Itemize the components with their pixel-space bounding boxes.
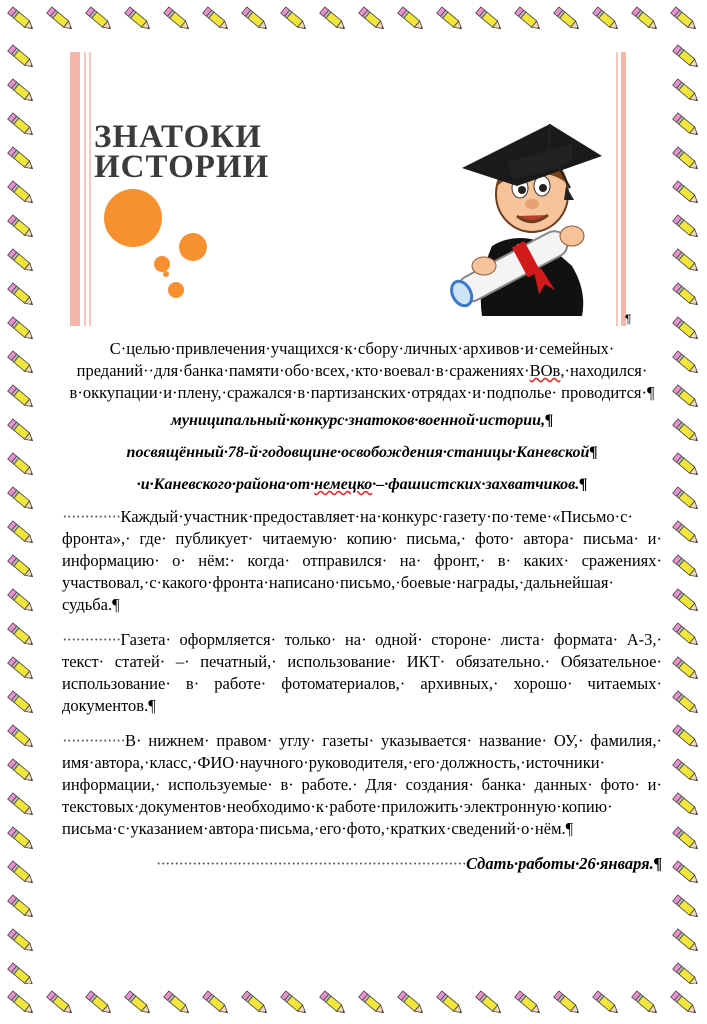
pencil-icon bbox=[160, 2, 194, 36]
pencil-icon bbox=[4, 244, 38, 278]
pencil-icon bbox=[4, 312, 38, 346]
pencil-icon bbox=[4, 788, 38, 822]
pencil-icon bbox=[355, 986, 389, 1020]
pencil-icon bbox=[4, 958, 38, 984]
pencil-icon bbox=[669, 958, 703, 984]
rules-paragraph-2 bbox=[62, 629, 662, 717]
pencil-icon bbox=[4, 890, 38, 924]
pencil-icon bbox=[669, 346, 703, 380]
pencil-icon bbox=[4, 380, 38, 414]
pencil-icon bbox=[199, 986, 233, 1020]
graduate-boy-illustration bbox=[422, 116, 612, 324]
pencil-icon bbox=[669, 618, 703, 652]
pencil-icon bbox=[669, 720, 703, 754]
paragraph-text: В· нижнем· правом· углу· газеты· указывается· название· ОУ,· фамилия,· имя·автора,·класс,·ФИО·научного·руководителя,·его·должность,·источники· информации,· используемые· в· работе.· Для· создания· банка· данных· фото· и· текстовых·документов·необходимо·к·работе·приложить·электронную·копию· письма·с·указанием·автора·письма,·его·фото,·кратких·сведений·о·нём.¶ bbox=[62, 731, 662, 838]
pencil-icon bbox=[199, 2, 233, 36]
pencil-icon bbox=[472, 986, 506, 1020]
rules-paragraph-3 bbox=[62, 730, 662, 840]
pencil-icon bbox=[4, 482, 38, 516]
banner-left-stripe bbox=[70, 52, 80, 326]
pencil-icon bbox=[82, 986, 116, 1020]
pencil-icon bbox=[669, 414, 703, 448]
pencil-icon bbox=[4, 720, 38, 754]
pencil-icon bbox=[43, 986, 77, 1020]
pencil-icon bbox=[43, 2, 77, 36]
orange-circle-small bbox=[168, 282, 184, 298]
pencil-icon bbox=[669, 380, 703, 414]
pencil-icon bbox=[433, 986, 467, 1020]
pencil-icon bbox=[82, 2, 116, 36]
pencil-icon bbox=[316, 2, 350, 36]
pencil-icon bbox=[394, 2, 428, 36]
pencil-icon bbox=[589, 986, 623, 1020]
pencil-icon bbox=[669, 312, 703, 346]
pencil-icon bbox=[4, 346, 38, 380]
pencil-icon bbox=[4, 516, 38, 550]
pencil-icon bbox=[160, 986, 194, 1020]
pencil-icon bbox=[669, 448, 703, 482]
headline-line-1: муниципальный·конкурс·знатоков·военной·истории,¶ bbox=[170, 412, 554, 429]
pencil-icon bbox=[669, 74, 703, 108]
deadline-line bbox=[62, 853, 662, 875]
indent-dots: ············· bbox=[62, 507, 121, 526]
pencil-icon bbox=[667, 2, 701, 36]
banner-title: ЗНАТОКИ ИСТОРИИ bbox=[94, 119, 270, 185]
pencil-icon bbox=[669, 40, 703, 74]
pencil-icon bbox=[121, 2, 155, 36]
pencil-icon bbox=[669, 686, 703, 720]
pencil-icon bbox=[669, 244, 703, 278]
pencil-icon bbox=[628, 986, 662, 1020]
pencil-icon bbox=[4, 550, 38, 584]
pencil-icon bbox=[669, 822, 703, 856]
paragraph-text: Газета· оформляется· только· на· одной· стороне· листа· формата· А-3,· текст· статей· –· печатный,· использование· ИКТ· обязательно.· Обязательное· использование· в· работе· фотоматериалов,· архивных,· хорошо· читаемых· документов.¶ bbox=[62, 630, 662, 715]
pencil-icon bbox=[669, 210, 703, 244]
pilcrow-mark: ¶ bbox=[625, 312, 632, 326]
pencil-icon bbox=[4, 74, 38, 108]
leader-dots: ····································································· bbox=[156, 854, 467, 873]
pencil-icon bbox=[4, 176, 38, 210]
orange-circle-large bbox=[104, 189, 162, 247]
banner-line bbox=[616, 52, 618, 326]
pencil-icon bbox=[394, 986, 428, 1020]
pencil-icon bbox=[669, 278, 703, 312]
pencil-icon bbox=[4, 108, 38, 142]
banner-line bbox=[89, 52, 91, 326]
headline-line-2: посвящённый·78-й·годовщине·освобождения·станицы·Каневской¶ bbox=[126, 444, 598, 461]
pencil-icon bbox=[669, 108, 703, 142]
pencil-icon bbox=[511, 986, 545, 1020]
banner-right-stripe bbox=[621, 52, 626, 326]
pencil-icon bbox=[355, 2, 389, 36]
intro-text-start: С·целью·привлечения·учащихся·к·сбору·личных·архивов·и·семейных· преданий··для·банка·памяти·обо·всех,·кто·воевал·в·сражениях· bbox=[76, 339, 615, 380]
pencil-icon bbox=[669, 754, 703, 788]
pencil-icon bbox=[669, 550, 703, 584]
banner-line bbox=[84, 52, 86, 326]
pencil-icon bbox=[589, 2, 623, 36]
pencil-icon bbox=[4, 822, 38, 856]
pencil-icon bbox=[669, 652, 703, 686]
pencil-icon bbox=[669, 890, 703, 924]
pencil-icon bbox=[238, 2, 272, 36]
pencil-icon bbox=[4, 986, 38, 1020]
pencil-icon bbox=[669, 584, 703, 618]
pencil-border-bottom bbox=[0, 984, 707, 1024]
pencil-border-top bbox=[0, 0, 707, 40]
pencil-icon bbox=[4, 686, 38, 720]
pencil-icon bbox=[316, 986, 350, 1020]
headline-line-3-underlined: немецко bbox=[314, 476, 373, 493]
pencil-icon bbox=[669, 924, 703, 958]
header-banner bbox=[70, 52, 626, 326]
pencil-icon bbox=[4, 584, 38, 618]
pencil-icon bbox=[628, 2, 662, 36]
orange-circle-small bbox=[154, 256, 170, 272]
pencil-icon bbox=[669, 516, 703, 550]
intro-vov: ВОв bbox=[529, 361, 561, 380]
headline-line-3 bbox=[62, 474, 662, 496]
deadline-text: Сдать·работы·26·января.¶ bbox=[466, 854, 662, 873]
pencil-icon bbox=[4, 142, 38, 176]
pencil-icon bbox=[4, 652, 38, 686]
pencil-icon bbox=[4, 856, 38, 890]
indent-dots: ·············· bbox=[62, 731, 125, 750]
orange-circle-tiny bbox=[163, 271, 169, 277]
pencil-border-right bbox=[665, 40, 707, 984]
pencil-icon bbox=[238, 986, 272, 1020]
pencil-icon bbox=[277, 2, 311, 36]
pencil-icon bbox=[4, 210, 38, 244]
pencil-icon bbox=[121, 986, 155, 1020]
pencil-icon bbox=[511, 2, 545, 36]
pencil-icon bbox=[4, 448, 38, 482]
pencil-icon bbox=[669, 788, 703, 822]
pencil-icon bbox=[472, 2, 506, 36]
pencil-icon bbox=[669, 482, 703, 516]
headline-line-3-end: ·–·фашистских·захватчиков.¶ bbox=[372, 476, 588, 493]
pencil-icon bbox=[669, 856, 703, 890]
pencil-icon bbox=[669, 176, 703, 210]
pencil-icon bbox=[433, 2, 467, 36]
pencil-icon bbox=[550, 2, 584, 36]
headline-line-3-start: ·и·Каневского·района·от· bbox=[136, 476, 315, 493]
intro-text-end: ,·находился· в·оккупации·и·плену,·сражался·в·партизанских·отрядах·и·подполье· проводится·¶ bbox=[69, 361, 655, 402]
pencil-icon bbox=[4, 2, 38, 36]
pencil-icon bbox=[4, 40, 38, 74]
indent-dots: ············· bbox=[62, 630, 121, 649]
pencil-icon bbox=[550, 986, 584, 1020]
pencil-icon bbox=[4, 414, 38, 448]
pencil-icon bbox=[4, 618, 38, 652]
pencil-icon bbox=[4, 924, 38, 958]
paragraph-text: Каждый·участник·предоставляет·на·конкурс·газету·по·теме·«Письмо·с· фронта»,· где· публикует· читаемую· копию· письма,· фото· автора· письма· и· информацию· о· нём:· когда· отправился· на· фронт,· в· каких· сражениях· участвовал,·с·какого·фронта·написано·письмо,·боевые·награды,·дальнейшая· судьба.¶ bbox=[62, 507, 662, 614]
document-body bbox=[62, 338, 662, 892]
pencil-border-left bbox=[0, 40, 42, 984]
pencil-icon bbox=[4, 754, 38, 788]
pencil-icon bbox=[277, 986, 311, 1020]
intro-paragraph bbox=[62, 338, 662, 404]
pencil-icon bbox=[667, 986, 701, 1020]
orange-circle-medium bbox=[179, 233, 207, 261]
pencil-icon bbox=[4, 278, 38, 312]
rules-paragraph-1 bbox=[62, 506, 662, 616]
pencil-icon bbox=[669, 142, 703, 176]
